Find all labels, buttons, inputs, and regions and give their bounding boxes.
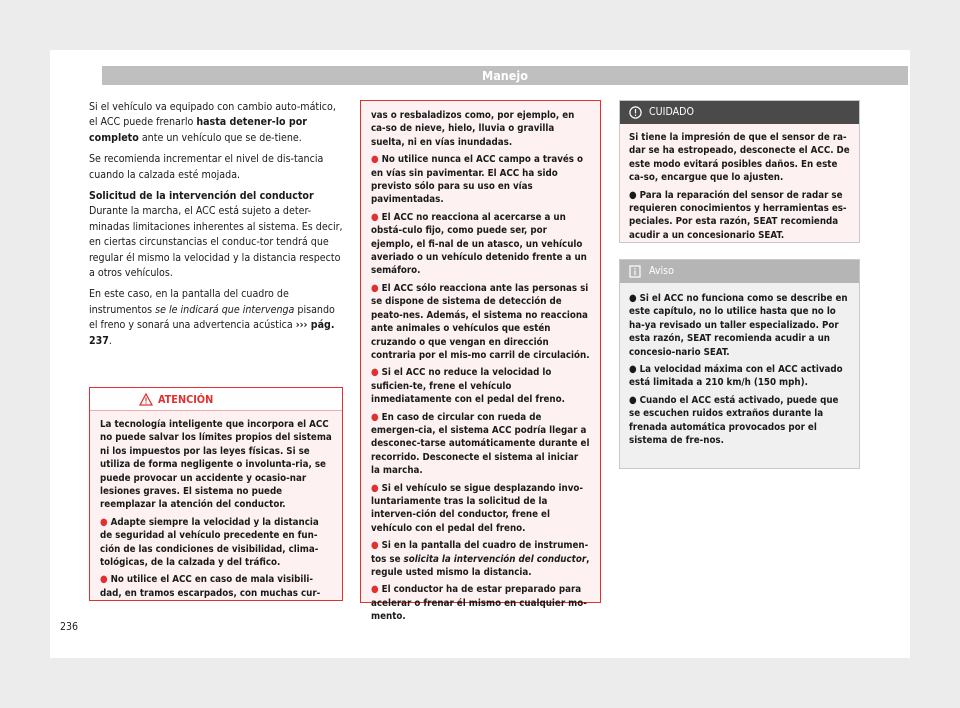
notice-header: Aviso — [620, 260, 859, 283]
info-circle-icon — [629, 106, 642, 119]
paragraph: En este caso, en la pantalla del cuadro de instrumentos se le indicará que intervenga pisando el freno y sonará una advertencia acústica ››› pág. 237. — [89, 288, 335, 347]
list-item: ● El conductor ha de estar preparado para acelerar o frenar él mismo en cualquier mo-mento. — [371, 584, 587, 623]
body-text-column — [89, 100, 343, 355]
bullet-icon: ● — [371, 211, 379, 223]
bullet-icon: ● — [629, 293, 637, 304]
list-item: ● Si el ACC no reduce la velocidad lo suficien-te, frene el vehículo inmediatamente con el pedal del freno. — [371, 367, 565, 406]
attention-continued-box — [360, 100, 601, 623]
paragraph: Se recomienda incrementar el nivel de dis-tancia cuando la calzada esté mojada. — [89, 153, 324, 181]
note-icon — [629, 265, 641, 278]
caution-box — [619, 100, 860, 243]
paragraph: Durante la marcha, el ACC está sujeto a deter-minadas limitaciones inherentes al sistema. Es decir, en ciertas circunstancias el conduc-tor tendrá que regular él mismo la velocidad y la distancia respecto a otros vehículos. — [89, 205, 343, 280]
list-item: ● No utilice nunca el ACC campo a través o en vías sin pavimentar. El ACC ha sido previsto sólo para su uso en vías pavimentadas. — [371, 154, 584, 206]
bullet-icon: ● — [100, 516, 108, 528]
page-number: 236 — [60, 621, 79, 633]
paragraph: Si el vehículo va equipado con cambio auto-mático, el ACC puede frenarlo hasta detener-lo por completo ante un vehículo que se de-tiene. — [89, 101, 336, 144]
list-item: ● Adapte siempre la velocidad y la distancia de seguridad al vehículo precedente en fun-ción de las condiciones de visibilidad, clima-tológicas, de la calzada y del tráfico. — [100, 516, 319, 569]
bullet-icon: ● — [371, 540, 379, 552]
attention-box — [89, 387, 343, 601]
list-item: ● Si en la pantalla del cuadro de instrumen-tos se solicita la intervención del conductor, regule usted mismo la distancia. — [371, 540, 590, 578]
warning-triangle-icon — [139, 393, 153, 406]
list-item: ● El ACC no reacciona al acercarse a un obstá-culo fijo, como puede ser, por ejemplo, el fi-nal de un atasco, un vehículo averiado o un vehículo detenido frente a un semáforo. — [371, 211, 587, 277]
bullet-icon: ● — [629, 394, 637, 406]
bullet-icon: ● — [371, 367, 379, 379]
manual-page — [50, 50, 910, 658]
bullet-icon: ● — [371, 282, 379, 294]
attention-intro: La tecnología inteligente que incorpora el ACC no puede salvar los límites propios del sistema ni los impuestos por las leyes físicas. Si se utiliza de forma negligente o involunta-ria, se puede provocar un accidente y ocasio-nar lesiones graves. El sistema no puede reemplazar la atención del conductor. — [100, 419, 332, 511]
list-item: ● No utilice el ACC en caso de mala visibili-dad, en tramos escarpados, con muchas cur- — [100, 574, 321, 599]
section-header: Manejo — [102, 66, 908, 85]
bullet-icon: ● — [629, 364, 637, 376]
list-item: ● Si el vehículo se sigue desplazando invo-luntariamente tras la solicitud de la interven-ción del conductor, frene el vehículo con el pedal del freno. — [371, 482, 584, 534]
bullet-icon: ● — [371, 154, 379, 166]
bullet-icon: ● — [100, 574, 108, 586]
list-item: ● La velocidad máxima con el ACC activado está limitada a 210 km/h (150 mph). — [629, 364, 843, 389]
list-item: ● Cuando el ACC está activado, puede que se escuchen ruidos extraños durante la frenada automática provocados por el sistema de fre-nos. — [629, 394, 839, 447]
caution-header: CUIDADO — [620, 101, 859, 124]
continued-intro: vas o resbaladizos como, por ejemplo, en ca-so de nieve, hielo, lluvia o gravilla suelta, ni en vías inundadas. — [371, 110, 575, 148]
bullet-icon: ● — [629, 189, 637, 201]
bullet-icon: ● — [371, 584, 379, 596]
bullet-icon: ● — [371, 482, 379, 494]
subheading: Solicitud de la intervención del conductor — [89, 190, 314, 203]
caution-intro: Si tiene la impresión de que el sensor de ra-dar se ha estropeado, desconecte el ACC. De este modo evitará posibles daños. En este ca-so, encargue que lo ajusten. — [629, 132, 850, 184]
list-item: ● Si el ACC no funciona como se describe en este capítulo, no lo utilice hasta que no lo ha-ya revisado un taller especializado. Por esta razón, SEAT recomienda acudir a un concesio-nario SEAT. — [629, 293, 848, 358]
list-item: ● En caso de circular con rueda de emergen-cia, el sistema ACC podría llegar a desconec-tarse automáticamente durante el recorrido. Desconecte el sistema al iniciar la marcha. — [371, 411, 590, 477]
list-item: ● El ACC sólo reacciona ante las personas si se dispone de sistema de detección de peato-nes. Además, el sistema no reacciona ante animales o vehículos que estén cruzando o que vengan en dirección contraria por el mis-mo carril de circulación. — [371, 282, 590, 361]
attention-header: ATENCIÓN — [90, 388, 342, 411]
notice-box — [619, 259, 860, 469]
list-item: ● Para la reparación del sensor de radar se requieren conocimientos y herramientas es-peciales. Por esta razón, SEAT recomienda acudir a un concesionario SEAT. — [629, 189, 847, 241]
bullet-icon: ● — [371, 411, 379, 423]
page-reference-link[interactable]: ››› pág. 237 — [89, 319, 335, 347]
